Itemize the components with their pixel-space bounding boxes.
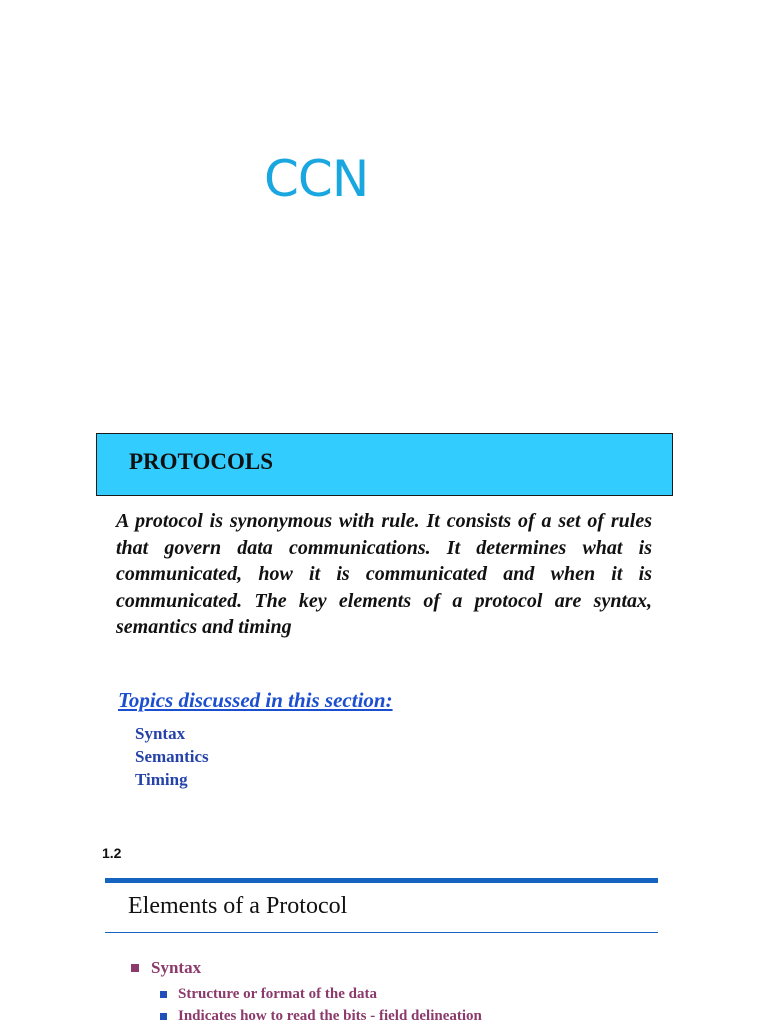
square-bullet-icon (160, 991, 167, 998)
document-title: CCN (264, 150, 369, 208)
square-bullet-icon (131, 964, 139, 972)
sub-items-list (160, 983, 482, 1024)
list-item (117, 722, 209, 745)
bullet-label: Syntax (151, 958, 202, 977)
square-bullet-icon (160, 1013, 167, 1020)
topic-label: Semantics (135, 747, 209, 766)
section-heading: PROTOCOLS (129, 449, 273, 474)
divider (105, 932, 658, 933)
divider (105, 878, 658, 883)
list-item (117, 745, 209, 768)
slide-number: 1.2 (102, 845, 122, 861)
list-item (117, 768, 209, 791)
topics-list (117, 722, 209, 791)
topic-label: Timing (135, 770, 188, 789)
intro-paragraph: A protocol is synonymous with rule. It consists of a set of rules that govern data communications. It determines what is communicated, how it is communicated and when it is communicated. The key elements of a protocol are syntax, semantics and timing (116, 510, 652, 638)
sub-item-label: Indicates how to read the bits - field delineation (178, 1008, 482, 1024)
sub-item-label: Structure or format of the data (178, 986, 377, 1002)
topics-heading: Topics discussed in this section: (118, 688, 393, 712)
slide-title: Elements of a Protocol (128, 893, 348, 919)
list-item (160, 1005, 482, 1024)
list-item (160, 983, 482, 1005)
topic-label: Syntax (135, 724, 186, 743)
list-item (131, 958, 201, 978)
section-banner (96, 433, 673, 496)
